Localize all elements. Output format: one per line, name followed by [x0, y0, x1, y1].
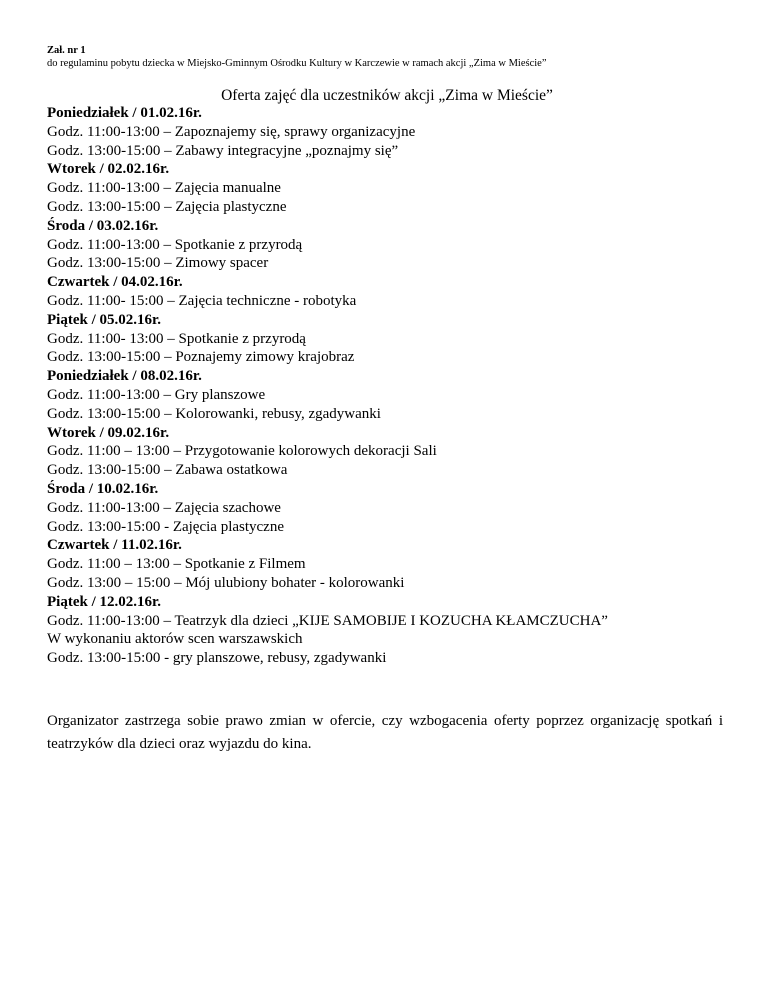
- activity-entry: Godz. 13:00-15:00 – Zabawy integracyjne „poznajmy się”: [47, 142, 399, 159]
- activity-entry: Godz. 13:00-15:00 – Zabawa ostatkowa: [47, 462, 288, 479]
- activity-entry: Godz. 13:00-15:00 - Zajęcia plastyczne: [47, 518, 284, 535]
- activity-entry: Godz. 11:00-13:00 – Zajęcia szachowe: [47, 499, 281, 516]
- activity-entry: Godz. 11:00 – 13:00 – Przygotowanie kolorowych dekoracji Sali: [47, 443, 437, 460]
- activity-entry: Godz. 13:00-15:00 – Zimowy spacer: [47, 255, 269, 272]
- activity-entry: Godz. 13:00-15:00 – Poznajemy zimowy krajobraz: [47, 349, 355, 366]
- day-heading: Wtorek / 09.02.16r.: [47, 424, 170, 441]
- activity-entry: Godz. 11:00 – 13:00 – Spotkanie z Filmem: [47, 556, 306, 573]
- activity-entry: Godz. 13:00-15:00 – Kolorowanki, rebusy, zgadywanki: [47, 405, 381, 422]
- activity-entry: Godz. 13:00-15:00 - gry planszowe, rebusy, zgadywanki: [47, 650, 387, 667]
- activity-entry: Godz. 11:00- 15:00 – Zajęcia techniczne - robotyka: [47, 292, 357, 309]
- activity-entry: Godz. 11:00-13:00 – Teatrzyk dla dzieci „KIJE SAMOBIJE I KOZUCHA KŁAMCZUCHA”: [47, 612, 608, 629]
- day-heading: Środa / 03.02.16r.: [47, 217, 159, 234]
- day-heading: Poniedziałek / 01.02.16r.: [47, 105, 202, 121]
- organizer-note: Organizator zastrzega sobie prawo zmian w ofercie, czy wzbogacenia oferty poprzez organizację spotkań i teatrzyków dla dzieci oraz wyjazdu do kina.: [47, 713, 723, 752]
- attachment-description: do regulaminu pobytu dziecka w Miejsko-Gminnym Ośrodku Kultury w Karczewie w ramach akcji „Zima w Mieście”: [47, 58, 547, 69]
- day-heading: Wtorek / 02.02.16r.: [47, 161, 170, 178]
- day-heading: Czwartek / 11.02.16r.: [47, 537, 182, 554]
- activity-entry: W wykonaniu aktorów scen warszawskich: [47, 631, 303, 648]
- activity-entry: Godz. 11:00-13:00 – Zapoznajemy się, sprawy organizacyjne: [47, 123, 416, 140]
- schedule-list: [47, 104, 727, 668]
- day-heading: Środa / 10.02.16r.: [47, 480, 159, 497]
- day-heading: Piątek / 05.02.16r.: [47, 311, 162, 328]
- day-heading: Poniedziałek / 08.02.16r.: [47, 368, 202, 385]
- activity-entry: Godz. 13:00-15:00 – Zajęcia plastyczne: [47, 198, 287, 215]
- day-heading: Czwartek / 04.02.16r.: [47, 274, 183, 291]
- attachment-number: Zał. nr 1: [47, 45, 86, 56]
- activity-entry: Godz. 11:00-13:00 – Spotkanie z przyrodą: [47, 236, 303, 253]
- activity-entry: Godz. 11:00-13:00 – Gry planszowe: [47, 386, 266, 403]
- activity-entry: Godz. 11:00-13:00 – Zajęcia manualne: [47, 180, 281, 197]
- activity-entry: Godz. 13:00 – 15:00 – Mój ulubiony bohater - kolorowanki: [47, 574, 405, 591]
- offer-heading: Oferta zajęć dla uczestników akcji „Zima w Mieście”: [221, 87, 553, 104]
- activity-entry: Godz. 11:00- 13:00 – Spotkanie z przyrodą: [47, 330, 306, 347]
- day-heading: Piątek / 12.02.16r.: [47, 593, 162, 610]
